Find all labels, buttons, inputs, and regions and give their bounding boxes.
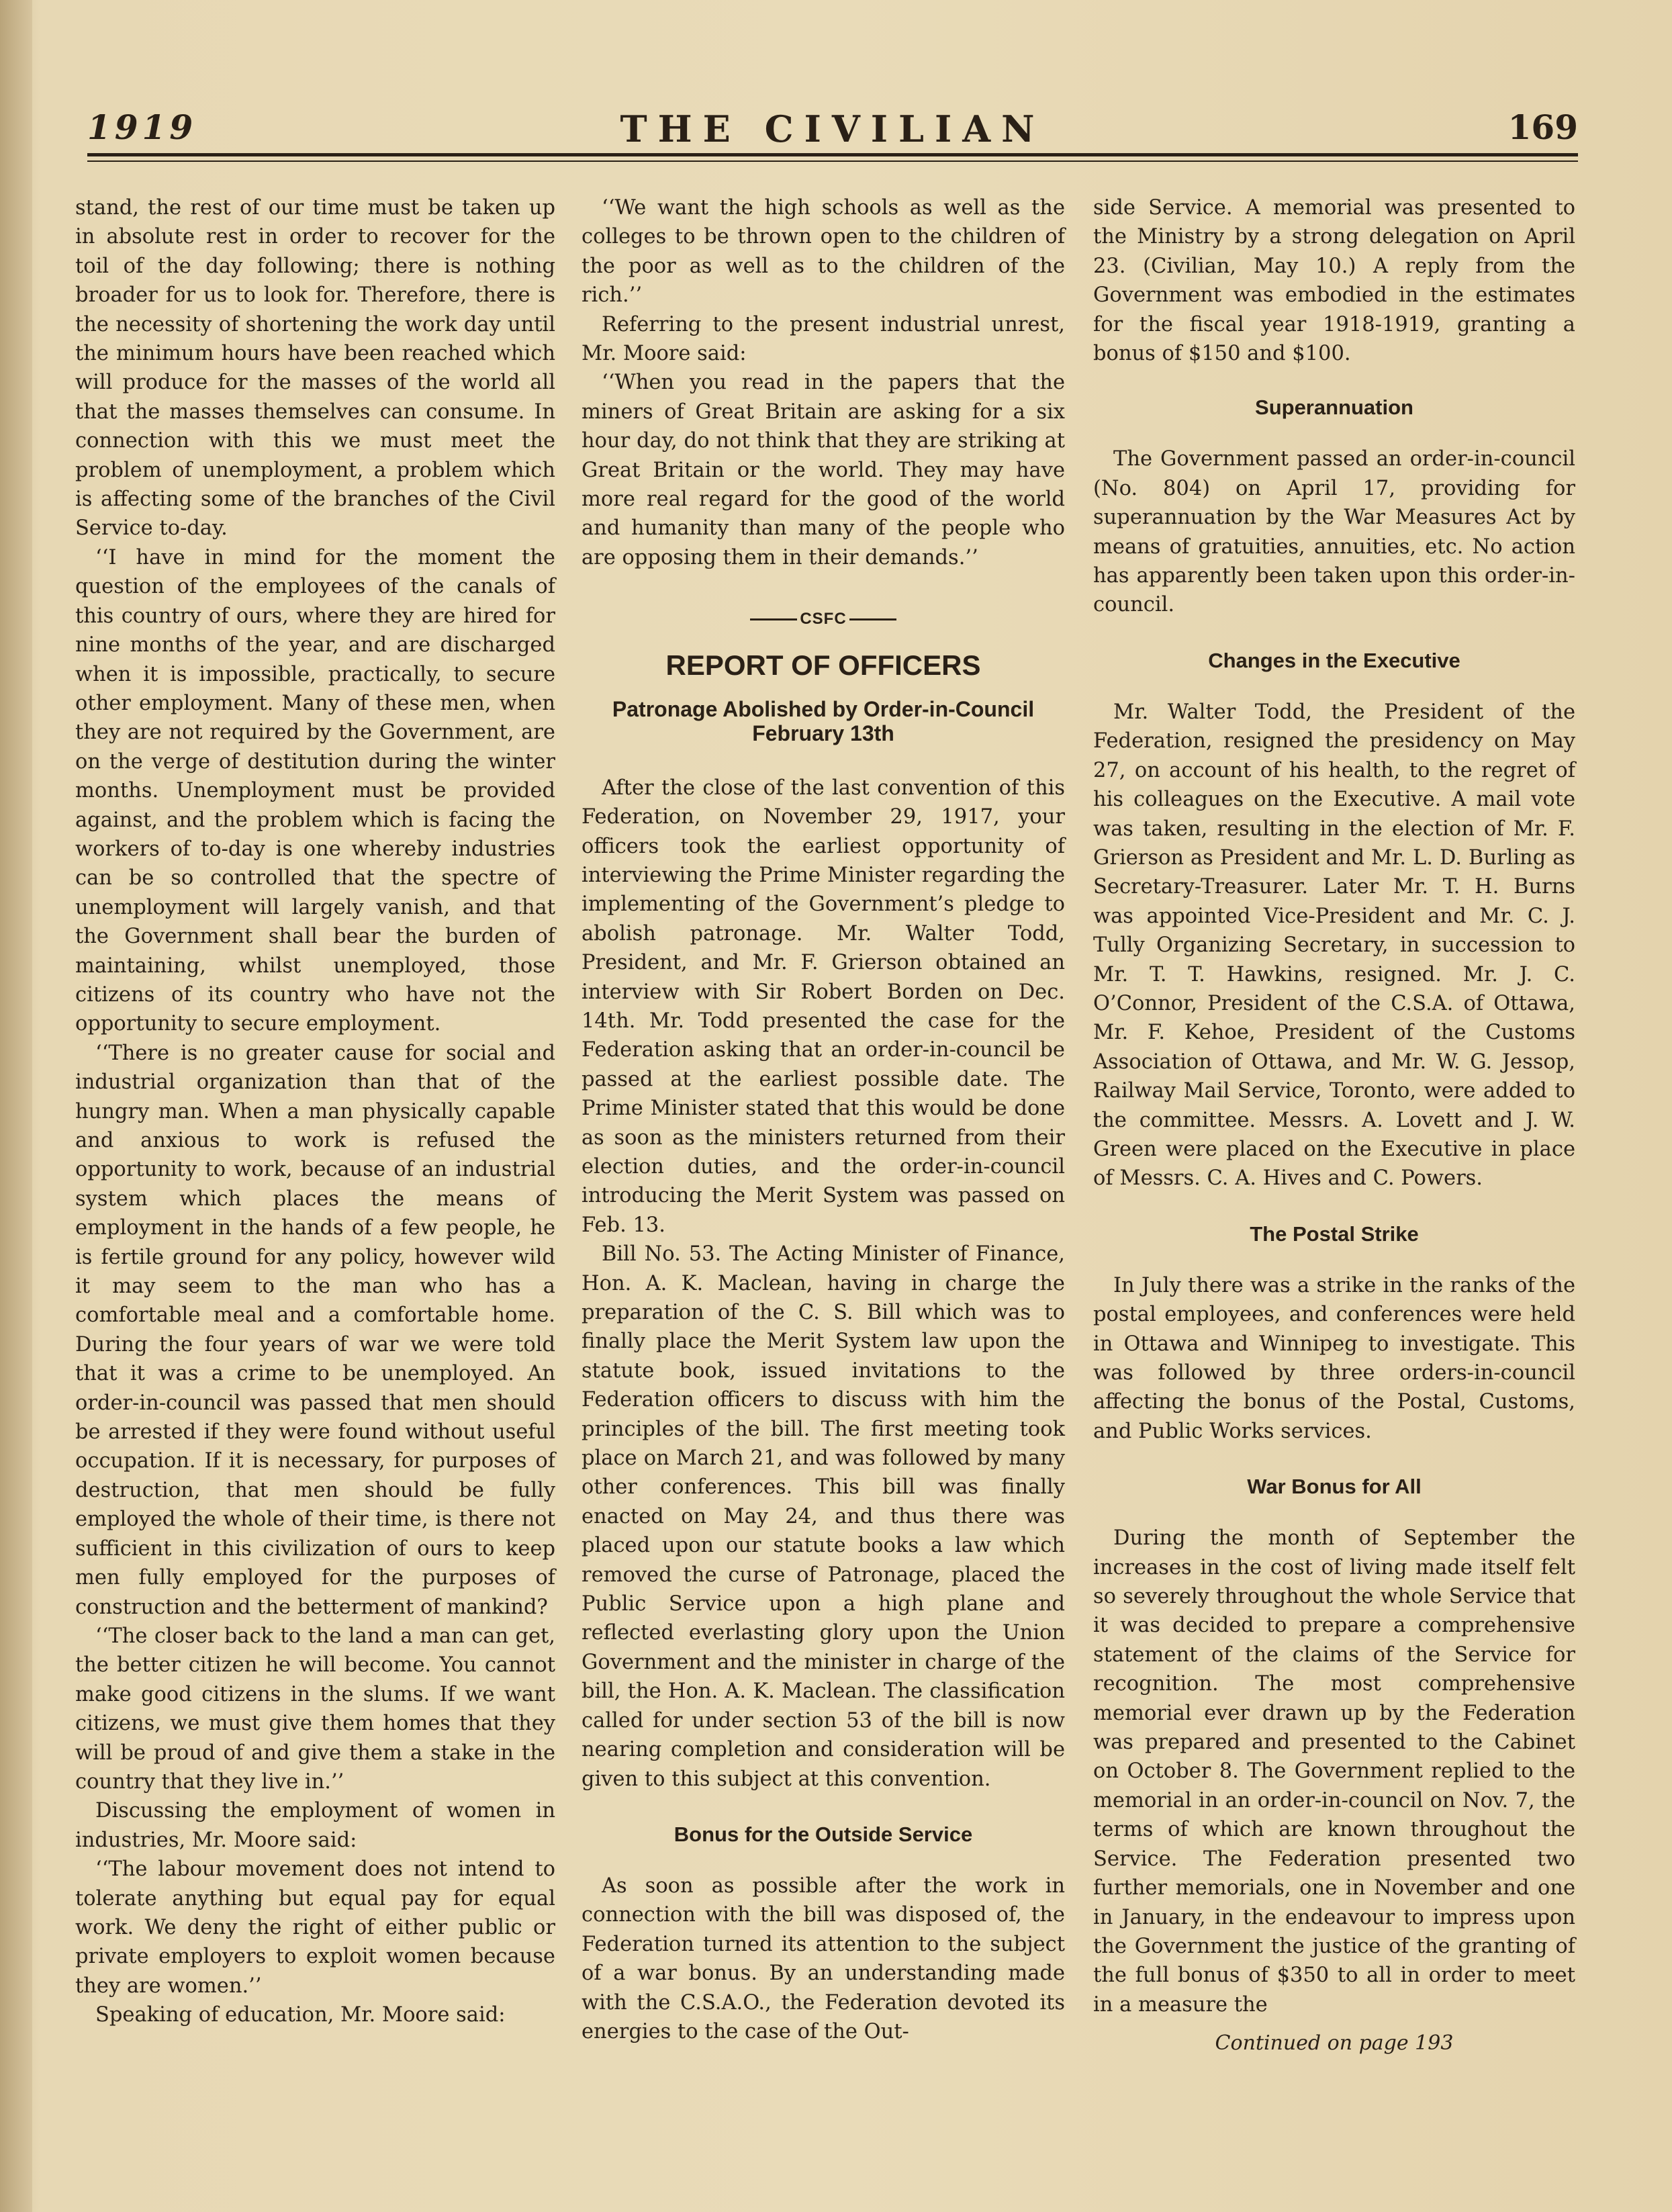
paragraph: The Government passed an order-in-council (No. 804) on April 17, providing for superannuation by the War Measures Act by means of gratuities, annuities, etc. No action has apparently been taken upon this order-in-council. xyxy=(1093,447,1575,617)
masthead-title: THE CIVILIAN xyxy=(620,107,1046,150)
paragraph: Discussing the employment of women in industries, Mr. Moore said: xyxy=(75,1799,555,1852)
paragraph: During the month of September the increases in the cost of living made itself felt so severely throughout the whole Service that it was decided to prepare a comprehensive statement of the claims of the Service for recognition. The most comprehensive memorial ever drawn up by the Federation was prepared and presented to the Cabinet on October 8. The Government replied to the memorial in an order-in-council on Nov. 7, the terms of which are known throughout the Service. The Federation presented two further memorials, one in November and one in January, in the endeavour to impress upon the Government the justice of the granting of the full bonus of $350 to all in order to meet in a measure the xyxy=(1093,1526,1575,2017)
paragraph: ‘‘I have in mind for the moment the question of the employees of the canals of this country of ours, where they are hired for nine months of the year, and are discharged when it is impossible, practically, to secure other employment. Many of these men, when they are not required by the Government, are on the verge of destitution during the winter months. Unemployment must be provided against, and the problem which is facing the workers of to-day is one whereby industries can be so controlled that the spectre of unemployment will largely vanish, and that the Government shall bear the burden of maintaining, whilst unemployed, those citizens of its country who have not the opportunity to secure employment. xyxy=(75,545,555,1036)
report-heading: REPORT OF OFFICERS xyxy=(665,649,981,681)
page-header xyxy=(87,107,1578,154)
section-heading-bonus: Bonus for the Outside Service xyxy=(674,1822,973,1846)
paragraph: In July there was a strike in the ranks of the postal employees, and conferences were held in Ottawa and Winnipeg to investigate. This was followed by three orders-in-council affecting the bonus of the Postal, Customs, and Public Works services. xyxy=(1093,1273,1575,1443)
section-heading-superannuation: Superannuation xyxy=(1255,396,1413,420)
paragraph: After the close of the last convention of this Federation, on November 29, 1917, your officers took the earliest opportunity of interviewing the Prime Minister regarding the implementing of the Government’s pledge to abolish patronage. Mr. Walter Todd, President, and Mr. F. Grierson obtained an interview with Sir Robert Borden on Dec. 14th. Mr. Todd presented the case for the Federation asking that an order-in-council be passed at the earliest possible date. The Prime Minister stated that this would be done as soon as the ministers returned from their election duties, and the order-in-council introducing the Merit System was passed on Feb. 13. xyxy=(582,776,1065,1237)
section-heading-war-bonus: War Bonus for All xyxy=(1247,1475,1422,1499)
paragraph: Referring to the present industrial unrest, Mr. Moore said: xyxy=(582,312,1065,366)
paragraph: Bill No. 53. The Acting Minister of Finance, Hon. A. K. Maclean, having in charge the preparation of the C. S. Bill which was to finally place the Merit System law upon the statute book, issued invitations to the Federation officers to discuss with him the principles of the bill. The first meeting took place on March 21, and was followed by many other conferences. This bill was finally enacted on May 24, and thus there was placed upon our statute books a law which removed the curse of Patronage, placed the Public Service upon a high plane and reflected everlasting glory upon the Union Government and the minister in charge of the bill, the Hon. A. K. Maclean. The classification called for under section 53 of the bill is now nearing completion and consideration will be given to this subject at this convention. xyxy=(582,1242,1065,1791)
column-left xyxy=(75,193,555,2030)
paragraph: side Service. A memorial was presented to the Ministry by a strong delegation on April 23. (Civilian, May 10.) A reply from the Government was embodied in the estimates for the fiscal year 1918-1919, granting a bonus of $150 and $100. xyxy=(1093,196,1575,366)
header-rule-thick xyxy=(87,153,1578,156)
header-year: 1919 xyxy=(87,107,197,147)
page-binding-shadow xyxy=(0,0,32,2212)
section-heading-postal-strike: The Postal Strike xyxy=(1250,1222,1419,1246)
paragraph: ‘‘We want the high schools as well as the colleges to be thrown open to the children of the poor as well as to the children of the rich.’’ xyxy=(582,196,1065,308)
column-middle xyxy=(582,193,1065,2046)
paragraph: ‘‘The closer back to the land a man can get, the better citizen he will become. You cannot make good citizens in the slums. If we want citizens, we must give them homes that they will be proud of and give them a stake in the country that they live in.’’ xyxy=(75,1624,555,1794)
paragraph: stand, the rest of our time must be taken up in absolute rest in order to recover for the toil of the day following; there is nothing broader for us to look for. Therefore, there is the necessity of shortening the work day until the minimum hours have been reached which will produce for the masses of the world all that the masses themselves can consume. In connection with this we must meet the problem of unemployment, a problem which is affecting some of the branches of the Civil Service to-day. xyxy=(75,196,555,541)
paragraph: ‘‘There is no greater cause for social and industrial organization than that of the hungry man. When a man physically capable and anxious to work is refused the opportunity to work, because of an industrial system which places the means of employment in the hands of a few people, he is fertile ground for any policy, however wild it may seem to the man who has a comfortable meal and a comfortable home. During the four years of war we were told that it was a crime to be unemployed. An order-in-council was passed that men should be arrested if they were found without useful occupation. If it is necessary, for purposes of destruction, that men should be fully employed the whole of their time, is there not sufficient in this civilization of ours to keep men fully employed for the purposes of construction and the betterment of mankind? xyxy=(75,1041,555,1619)
paragraph: ‘‘The labour movement does not intend to tolerate anything but equal pay for equal work. We deny the right of either public or private employers to exploit women because they are women.’’ xyxy=(75,1857,555,1998)
separator-label: CSFC xyxy=(800,610,847,629)
column-right xyxy=(1093,193,1575,2058)
section-separator xyxy=(582,604,1065,633)
paragraph: ‘‘When you read in the papers that the miners of Great Britain are asking for a six hour day, do not think that they are striking at Great Britain or the world. They may have more real regard for the good of the world and humanity than many of the people who are opposing them in their demands.’’ xyxy=(582,371,1065,569)
header-rule-thin xyxy=(87,160,1578,162)
paragraph: Speaking of education, Mr. Moore said: xyxy=(95,2003,506,2027)
continued-note: Continued on page 193 xyxy=(1215,2031,1454,2056)
page-number: 169 xyxy=(1507,107,1578,147)
paragraph: Mr. Walter Todd, the President of the Federation, resigned the presidency on May 27, on account of his health, to the regret of his colleagues on the Executive. A mail vote was taken, resulting in the election of Mr. F. Grierson as President and Mr. L. D. Burling as Secretary-Treasurer. Later Mr. T. H. Burns was appointed Vice-President and Mr. C. J. Tully Organizing Secretary, in succession to Mr. T. T. Hawkins, resigned. Mr. J. C. O’Connor, President of the C.S.A. of Ottawa, Mr. F. Kehoe, President of the Customs Association of Ottawa, and Mr. W. G. Jessop, Railway Mail Service, Toronto, were added to the committee. Messrs. A. Lovett and J. W. Green were placed on the Executive in place of Messrs. C. A. Hives and C. Powers. xyxy=(1093,700,1575,1191)
section-heading-executive: Changes in the Executive xyxy=(1208,648,1460,672)
paragraph: As soon as possible after the work in connection with the bill was disposed of, the Federation turned its attention to the subject of a war bonus. By an understanding made with the C.S.A.O., the Federation devoted its energies to the case of the Out- xyxy=(582,1874,1065,2043)
section-subheading: Patronage Abolished by Order-in-Council February 13th xyxy=(612,696,1035,745)
